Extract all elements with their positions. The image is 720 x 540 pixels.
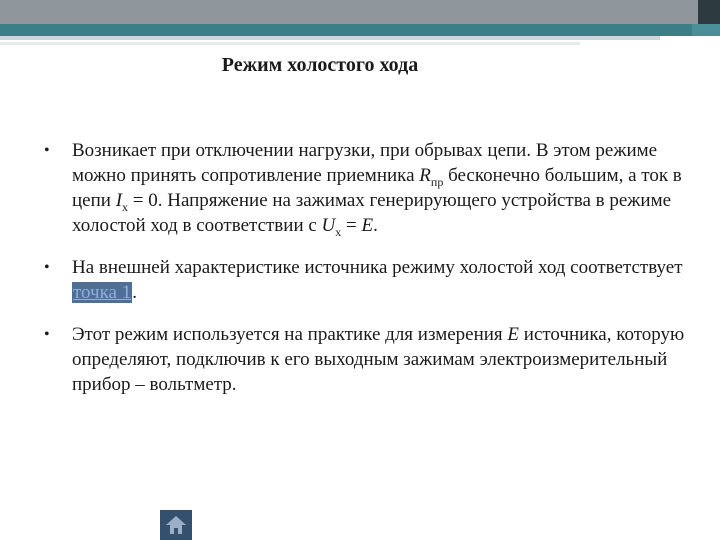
bullet-item-3	[36, 322, 686, 397]
bullet-list	[36, 138, 686, 414]
bullet-text: = 0. Напряжение на зажимах генерирующего устройства в режиме холостой ход в соответствии с	[72, 190, 672, 236]
bullet-text: бесконечно большим, а ток в цепи	[72, 165, 682, 211]
bullet-text: На внешней характеристике источника режиму холостой ход соответствует	[72, 257, 683, 278]
bullet-dot: •	[44, 259, 50, 276]
bullet-text: Возникает при отключении нагрузки, при обрывах цепи. В этом режиме можно принять сопротивление приемника	[72, 140, 658, 186]
bullet-text: Этот режим используется на практике для измерения	[72, 324, 508, 345]
symbol-e: E	[361, 215, 374, 236]
header-stripe-teal-right	[692, 24, 720, 36]
slide-title: Режим холостого хода	[221, 54, 419, 76]
point-1-link[interactable]: точка 1	[73, 282, 132, 303]
bullet-dot: •	[44, 142, 50, 159]
header-stripe-lighter	[0, 42, 580, 45]
home-nav-button[interactable]	[160, 510, 192, 540]
slide-header-bar	[0, 0, 720, 50]
header-stripe-dark	[0, 0, 700, 24]
symbol-r: R	[419, 165, 431, 186]
bullet-item-1	[36, 138, 686, 238]
bullet-text: =	[341, 215, 362, 236]
bullet-text: .	[373, 215, 378, 236]
bullet-item-2	[36, 255, 686, 305]
home-icon	[164, 514, 188, 536]
bullet-text: .	[132, 282, 137, 303]
bullet-dot: •	[44, 326, 50, 343]
header-stripe-teal	[0, 24, 692, 36]
symbol-i: I	[115, 190, 123, 211]
symbol-e: E	[507, 324, 520, 345]
symbol-r-subscript: пр	[430, 174, 444, 189]
symbol-u-subscript: х	[335, 224, 342, 239]
bullet-text: источника, которую определяют, подключив к его выходным зажимам электроизмерительный прибор – вольтметр.	[72, 324, 685, 395]
symbol-u: U	[321, 215, 336, 236]
header-stripe-light	[0, 36, 660, 40]
symbol-i-subscript: х	[122, 199, 129, 214]
